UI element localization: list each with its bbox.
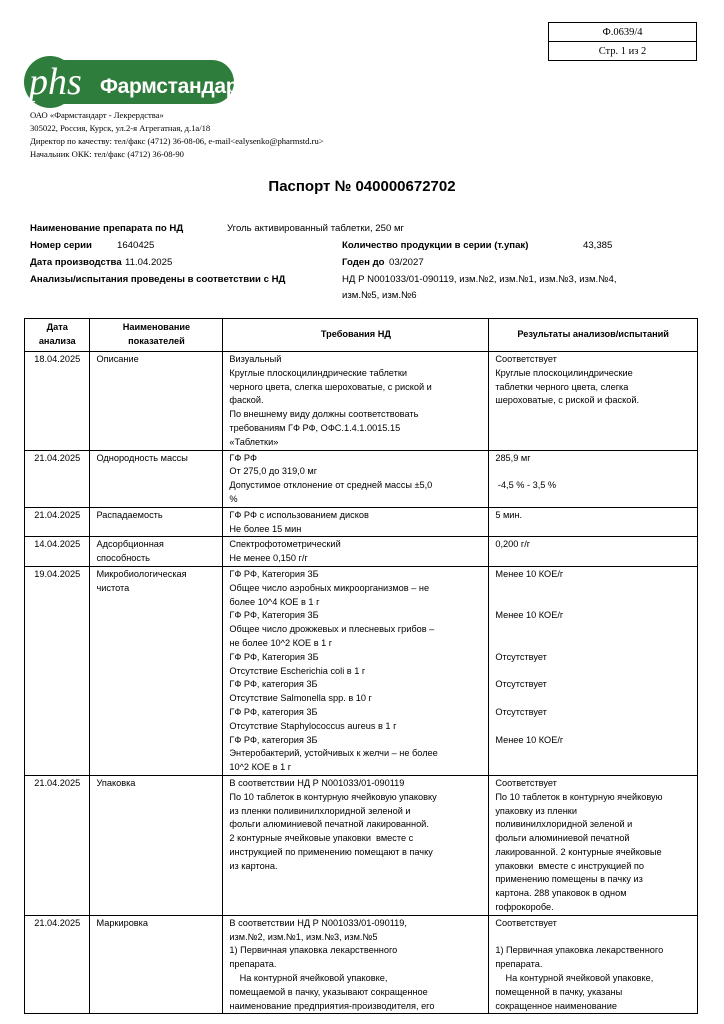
drug-value: Уголь активированный таблетки, 250 мг (227, 223, 405, 234)
cell-results (489, 352, 698, 451)
header-date: Дата анализа (25, 319, 90, 352)
cell-requirements-line: ГФ РФ (229, 452, 257, 463)
cell-indicator-line: Микробиологическая (96, 568, 187, 579)
cell-results-line: шероховатые, с риской и фаской. (495, 395, 639, 406)
table-row (25, 566, 698, 775)
cell-results-line: фольги алюминиевой печатной (495, 833, 630, 844)
cell-results-line: применению помещены в пачку из (495, 874, 643, 885)
cell-results-line (495, 582, 691, 596)
table-row (25, 352, 698, 451)
cell-results-line (495, 596, 691, 610)
cell-results-line: Соответствует (495, 917, 557, 928)
page-info: Стр. 1 из 2 (549, 42, 697, 61)
cell-results-line: Отсутствует (495, 679, 547, 690)
cell-results-line (495, 637, 691, 651)
analysis-value-1: НД Р N001033/01-090119, изм.№2, изм.№1, изм.№3, изм.№4, (342, 274, 617, 285)
cell-results-line (495, 665, 691, 679)
cell-date-line: 14.04.2025 (34, 539, 81, 550)
cell-requirements (223, 507, 489, 537)
cell-indicator-line: Распадаемость (96, 509, 163, 520)
cell-requirements (223, 566, 489, 775)
table-row (25, 915, 698, 1014)
logo-mark: phs (29, 61, 82, 103)
cell-results-line: препарата. (495, 959, 543, 970)
cell-requirements-line: ГФ РФ, категория 3Б (229, 706, 318, 717)
cell-requirements-line: не более 10^2 КОЕ в 1 г (229, 637, 333, 648)
cell-results-line: Соответствует (495, 777, 557, 788)
cell-results-line: 5 мин. (495, 509, 523, 520)
cell-date-line: 21.04.2025 (34, 509, 81, 520)
cell-requirements-line: Общее число аэробных микроорганизмов – не (229, 582, 430, 593)
logo-name: Фармстандарт (100, 75, 248, 98)
header-requirements: Требования НД (223, 319, 489, 352)
cell-indicator-line: чистота (96, 582, 130, 593)
cell-results (489, 775, 698, 915)
cell-indicator (90, 915, 223, 1014)
cell-requirements-line: ГФ РФ, Категория 3Б (229, 610, 319, 621)
cell-date (25, 775, 90, 915)
cell-indicator (90, 450, 223, 507)
cell-requirements-line: В соответствии НД Р N001033/01-090119 (229, 777, 405, 788)
cell-requirements-line: По 10 таблеток в контурную ячейковую упаковку (229, 791, 437, 802)
cell-results-line: Менее 10 КОЕ/г (495, 610, 564, 621)
cell-requirements (223, 775, 489, 915)
cell-results-line (495, 931, 691, 945)
prod-date-label: Дата производства (30, 257, 122, 268)
cell-requirements (223, 352, 489, 451)
cell-requirements-line: 1) Первичная упаковка лекарственного (229, 945, 398, 956)
cell-date (25, 450, 90, 507)
cell-results-line: Круглые плоскоцилиндрические (495, 367, 633, 378)
cell-requirements-line: Не менее 0,150 г/г (229, 553, 308, 564)
cell-requirements-line: Отсутствие Salmonella spp. в 10 г (229, 693, 372, 704)
cell-indicator (90, 352, 223, 451)
form-code-box (548, 22, 697, 61)
table-row (25, 537, 698, 567)
cell-results (489, 507, 698, 537)
cell-requirements-line: 2 контурные ячейковые упаковки вместе с (229, 833, 414, 844)
batch-value: 1640425 (117, 240, 155, 251)
page-title: Паспорт № 040000672702 (268, 178, 456, 195)
cell-results-line (495, 720, 691, 734)
cell-results-line: По 10 таблеток в контурную ячейковую (495, 791, 663, 802)
expiry-label: Годен до (342, 257, 385, 268)
drug-label: Наименование препарата по НД (30, 223, 184, 234)
table-row (25, 507, 698, 537)
cell-requirements-line: более 10^4 КОЕ в 1 г (229, 596, 320, 607)
cell-indicator-line: Описание (96, 354, 139, 364)
cell-date (25, 537, 90, 567)
cell-requirements-line: Отсутствие Staphylococcus aureus в 1 г (229, 720, 397, 731)
cell-date-line: 21.04.2025 (34, 917, 81, 928)
qty-value: 43,385 (583, 240, 613, 251)
cell-requirements-line: из картона. (229, 860, 278, 871)
cell-requirements-line: ГФ РФ, категория 3Б (229, 679, 318, 690)
cell-date-line: 19.04.2025 (34, 568, 81, 579)
cell-requirements-line: Спектрофотометрический (229, 539, 341, 550)
cell-results-line: лакированной. 2 контурные ячейковые (495, 846, 662, 857)
cell-results-line: упаковки вместе с инструкцией по (495, 860, 644, 871)
cell-results (489, 450, 698, 507)
cell-indicator-line: Упаковка (96, 777, 136, 788)
cell-results-line: Соответствует (495, 354, 557, 364)
cell-date (25, 352, 90, 451)
cell-indicator (90, 566, 223, 775)
cell-results-line: помещенной в пачку, указаны (495, 986, 623, 997)
header-indicator: Наименование показателей (90, 319, 223, 352)
cell-indicator-line: Адсорбционная (96, 539, 164, 550)
cell-requirements-line: фаской. (229, 395, 264, 406)
cell-requirements-line: % (229, 493, 238, 504)
cell-date (25, 507, 90, 537)
cell-requirements-line: ГФ РФ, Категория 3Б (229, 568, 319, 579)
cell-requirements (223, 537, 489, 567)
cell-requirements-line: Допустимое отклонение от средней массы ±5,0 (229, 480, 433, 491)
cell-results-line: картона. 288 упаковок в одном (495, 888, 627, 899)
analysis-value-2: изм.№5, изм.№6 (342, 290, 417, 301)
cell-requirements-line: Общее число дрожжевых и плесневых грибов – (229, 624, 435, 635)
cell-results (489, 566, 698, 775)
cell-results-line: сокращенное наименование (495, 1000, 617, 1011)
cell-requirements-line: По внешнему виду должны соответствовать (229, 409, 419, 420)
cell-results-line (495, 465, 691, 479)
cell-results-line: гофрокоробе. (495, 902, 554, 913)
table-row (25, 450, 698, 507)
form-code: Ф.0639/4 (549, 23, 697, 42)
cell-indicator-line: Маркировка (96, 917, 149, 928)
cell-date (25, 915, 90, 1014)
analysis-label: Анализы/испытания проведены в соответствии с НД (30, 274, 286, 285)
cell-requirements-line: изм.№2, изм.№1, изм.№3, изм.№5 (229, 931, 378, 942)
cell-requirements-line: Круглые плоскоцилиндрические таблетки (229, 367, 407, 378)
cell-requirements-line: От 275,0 до 319,0 мг (229, 466, 318, 477)
cell-results-line: таблетки черного цвета, слегка (495, 381, 629, 392)
cell-date-line: 21.04.2025 (34, 452, 81, 463)
org-name: ОАО «Фармстандарт - Лекрердства» (30, 110, 164, 120)
cell-requirements-line: черного цвета, слегка шероховатые, с риской и (229, 381, 432, 392)
cell-requirements-line: 10^2 КОЕ в 1 г (229, 762, 292, 773)
results-table (24, 318, 698, 1014)
header-results: Результаты анализов/испытаний (489, 319, 698, 352)
cell-indicator (90, 775, 223, 915)
cell-results-line: 1) Первичная упаковка лекарственного (495, 945, 664, 956)
cell-results (489, 537, 698, 567)
cell-date (25, 566, 90, 775)
cell-results-line: 0,200 г/г (495, 539, 531, 550)
qty-label: Количество продукции в серии (т.упак) (342, 240, 529, 251)
org-director-contact: Директор по качеству: тел/факс (4712) 36-08-06, e-mail<ealysenko@pharmstd.ru> (30, 136, 324, 146)
cell-results (489, 915, 698, 1014)
cell-requirements-line: Визуальный (229, 354, 282, 364)
cell-results-line (495, 623, 691, 637)
expiry-value: 03/2027 (389, 257, 424, 268)
cell-requirements-line: требованиям ГФ РФ, ОФС.1.4.1.0015.15 (229, 422, 401, 433)
cell-date-line: 18.04.2025 (34, 354, 81, 364)
cell-requirements-line: препарата. (229, 959, 277, 970)
cell-requirements (223, 450, 489, 507)
cell-requirements-line: ГФ РФ, категория 3Б (229, 734, 318, 745)
cell-requirements-line: Отсутствие Escherichia coli в 1 г (229, 665, 366, 676)
batch-label: Номер серии (30, 240, 92, 251)
cell-results-line: Отсутствует (495, 651, 547, 662)
cell-requirements-line: Энтеробактерий, устойчивых к желчи – не более (229, 748, 438, 759)
cell-indicator-line: Однородность массы (96, 452, 188, 463)
cell-results-line: Отсутствует (495, 706, 547, 717)
cell-results-line: упаковку из пленки (495, 805, 577, 816)
cell-requirements-line: помещаемой в пачку, указывают сокращенное (229, 986, 428, 997)
cell-requirements-line: фольги алюминиевой печатной лакированной. (229, 819, 429, 830)
cell-results-line (495, 692, 691, 706)
cell-indicator (90, 537, 223, 567)
cell-requirements (223, 915, 489, 1014)
cell-requirements-line: Не более 15 мин (229, 523, 302, 534)
cell-requirements-line: наименование предприятия-производителя, его (229, 1000, 435, 1011)
table-row (25, 775, 698, 915)
cell-requirements-line: ГФ РФ, Категория 3Б (229, 651, 319, 662)
org-address: 305022, Россия, Курск, ул.2-я Агрегатная, д.1а/18 (30, 123, 211, 133)
cell-results-line: 285,9 мг (495, 452, 531, 463)
cell-results-line: На контурной ячейковой упаковке, (495, 973, 654, 984)
cell-results-line: -4,5 % - 3,5 % (495, 480, 557, 491)
cell-requirements-line: из пленки поливинилхлоридной зеленой и (229, 805, 411, 816)
cell-results-line: Менее 10 КОЕ/г (495, 734, 564, 745)
cell-requirements-line: «Таблетки» (229, 436, 279, 447)
cell-results-line: Менее 10 КОЕ/г (495, 568, 564, 579)
cell-requirements-line: На контурной ячейковой упаковке, (229, 973, 388, 984)
cell-requirements-line: ГФ РФ с использованием дисков (229, 509, 369, 520)
cell-date-line: 21.04.2025 (34, 777, 81, 788)
cell-results-line: поливинилхлоридной зеленой и (495, 819, 633, 830)
cell-requirements-line: инструкцией по применению помещают в пачку (229, 846, 433, 857)
cell-indicator (90, 507, 223, 537)
cell-requirements-line: В соответствии НД Р N001033/01-090119, (229, 917, 407, 928)
org-okk-contact: Начальник ОКК: тел/факс (4712) 36-08-90 (30, 149, 184, 159)
cell-indicator-line: способность (96, 553, 150, 564)
prod-date-value: 11.04.2025 (125, 257, 173, 268)
